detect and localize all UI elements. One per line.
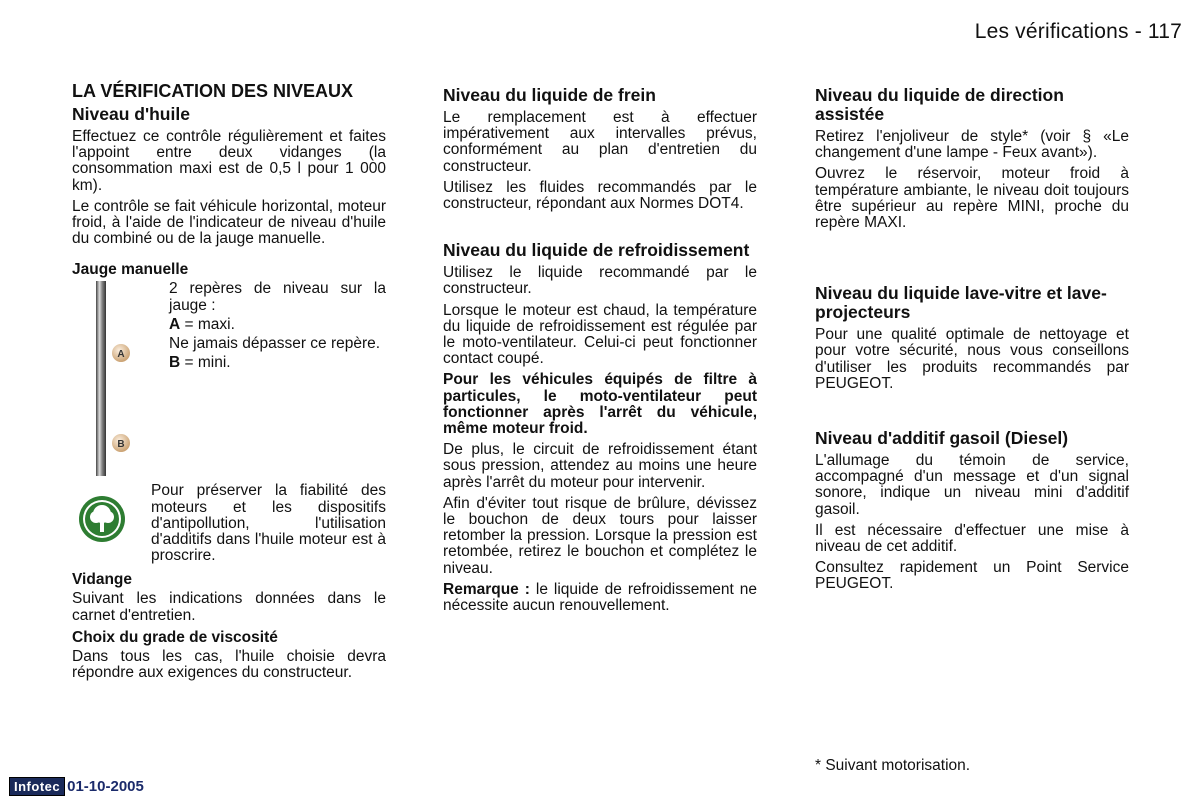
- eco-note-text: [151, 483, 386, 569]
- oil-level-paragraph-2: Le contrôle se fait véhicule horizontal, moteur froid, à l'aide de l'indicateur de niveau d'huile du combiné ou de la jauge manuelle.: [72, 197, 386, 248]
- tree-icon: [78, 495, 126, 543]
- power-steering-title: Niveau du liquide de direction assistée: [815, 85, 1064, 124]
- page-header: [975, 20, 1182, 44]
- eco-note-paragraph: Pour préserver la fiabilité des moteurs et les dispositifs d'antipollution, l'utilisation d'additifs dans l'huile moteur est à proscrire.: [151, 482, 386, 565]
- eco-note-block: [72, 483, 386, 571]
- mark-a-letter: A: [169, 315, 181, 333]
- oil-level-paragraph-1: Effectuez ce contrôle régulièrement et faites l'appoint entre deux vidanges (la consommation maxi est de 0,5 l pour 1 000 km).: [72, 128, 386, 194]
- dipstick-title: Jauge manuelle: [72, 261, 189, 279]
- coolant-paragraph-3: De plus, le circuit de refroidissement étant sous pression, attendez au moins une heure après l'arrêt du moteur pour intervenir.: [443, 441, 757, 491]
- main-title: LA VÉRIFICATION DES NIVEAUX: [72, 81, 354, 101]
- coolant-warning: Pour les véhicules équipés de filtre à particules, le moto-ventilateur peut fonctionner après l'arrêt du véhicule, même moteur froid.: [443, 371, 757, 438]
- mark-a-text: = maxi.: [180, 315, 235, 333]
- coolant-paragraph-4: Afin d'éviter tout risque de brûlure, dévissez le bouchon de deux tours pour laisser retomber la pression. Lorsque la pression est retombée, retirez le bouchon et complétez le niveau.: [443, 494, 757, 577]
- brake-fluid-paragraph-2: Utilisez les fluides recommandés par le constructeur, répondant aux Normes DOT4.: [443, 178, 757, 213]
- brake-fluid-title: Niveau du liquide de frein: [443, 85, 656, 105]
- diesel-additive-paragraph-3: Consultez rapidement un Point Service PEUGEOT.: [815, 559, 1129, 593]
- power-steering-paragraph-2: Ouvrez le réservoir, moteur froid à température ambiante, le niveau doit toujours être supérieur au repère MINI, proche du repère MAXI.: [815, 165, 1129, 232]
- power-steering-paragraph-1: Retirez l'enjoliveur de style* (voir § «Le changement d'une lampe - Feux avant»).: [815, 128, 1129, 162]
- dipstick-marker-b-label: B: [117, 439, 125, 451]
- dipstick-block: [72, 281, 386, 479]
- diesel-additive-title: Niveau d'additif gasoil (Diesel): [815, 428, 1069, 449]
- coolant-paragraph-1: Utilisez le liquide recommandé par le constructeur.: [443, 264, 757, 298]
- washer-fluid-title: Niveau du liquide lave-vitre et lave-projecteurs: [815, 283, 1107, 323]
- page-title: Les vérifications - 117: [974, 20, 1182, 43]
- mark-b-text: = mini.: [180, 354, 231, 372]
- oil-change-title: Vidange: [72, 571, 133, 589]
- dipstick-text: [169, 281, 386, 374]
- diesel-additive-paragraph-1: L'allumage du témoin de service, accompagné d'un message et d'un signal sonore, indique un niveau mini d'additif gasoil.: [815, 452, 1129, 518]
- dipstick-warning: Ne jamais dépasser ce repère.: [169, 335, 381, 353]
- mark-b-letter: B: [169, 354, 181, 372]
- footer: [9, 776, 144, 796]
- viscosity-title: Choix du grade de viscosité: [72, 628, 278, 646]
- footer-date: 01-10-2005: [67, 777, 144, 795]
- remark-label: Remarque :: [443, 580, 530, 598]
- viscosity-paragraph: Dans tous les cas, l'huile choisie devra répondre aux exigences du constructeur.: [72, 647, 386, 682]
- infotec-logo: Infotec: [9, 777, 65, 796]
- dipstick-marks-intro: 2 repères de niveau sur la jauge :: [169, 280, 386, 314]
- dipstick-mark-a-line: [169, 317, 386, 333]
- column-middle: [443, 82, 757, 619]
- dipstick-marker-a-label: A: [117, 349, 125, 361]
- footnote: * Suivant motorisation.: [815, 757, 971, 774]
- oil-change-paragraph: Suivant les indications données dans le carnet d'entretien.: [72, 590, 386, 624]
- column-left: [72, 82, 386, 686]
- dipstick-illustration: [82, 281, 142, 476]
- brake-fluid-paragraph-1: Le remplacement est à effectuer impérativement aux intervalles prévus, conformément au plan d'entretien du constructeur.: [443, 109, 757, 175]
- column-right: [815, 82, 1129, 598]
- dipstick-mark-b-line: [169, 355, 386, 371]
- coolant-paragraph-2: Lorsque le moteur est chaud, la température du liquide de refroidissement est régulée par le moto-ventilateur. Celui-ci peut fonctionner contact coupé.: [443, 301, 757, 368]
- coolant-title: Niveau du liquide de refroidissement: [443, 240, 750, 261]
- dipstick-rod: [96, 281, 106, 476]
- diesel-additive-paragraph-2: Il est nécessaire d'effectuer une mise à niveau de cet additif.: [815, 521, 1129, 556]
- remark-text: le liquide de refroidissement ne nécessite aucun renouvellement.: [443, 580, 757, 615]
- oil-level-title: Niveau d'huile: [72, 104, 190, 124]
- washer-fluid-paragraph: Pour une qualité optimale de nettoyage et pour votre sécurité, nous vous conseillons d'utiliser les produits recommandés par PEUGEOT.: [815, 326, 1129, 392]
- coolant-remark: [443, 582, 757, 614]
